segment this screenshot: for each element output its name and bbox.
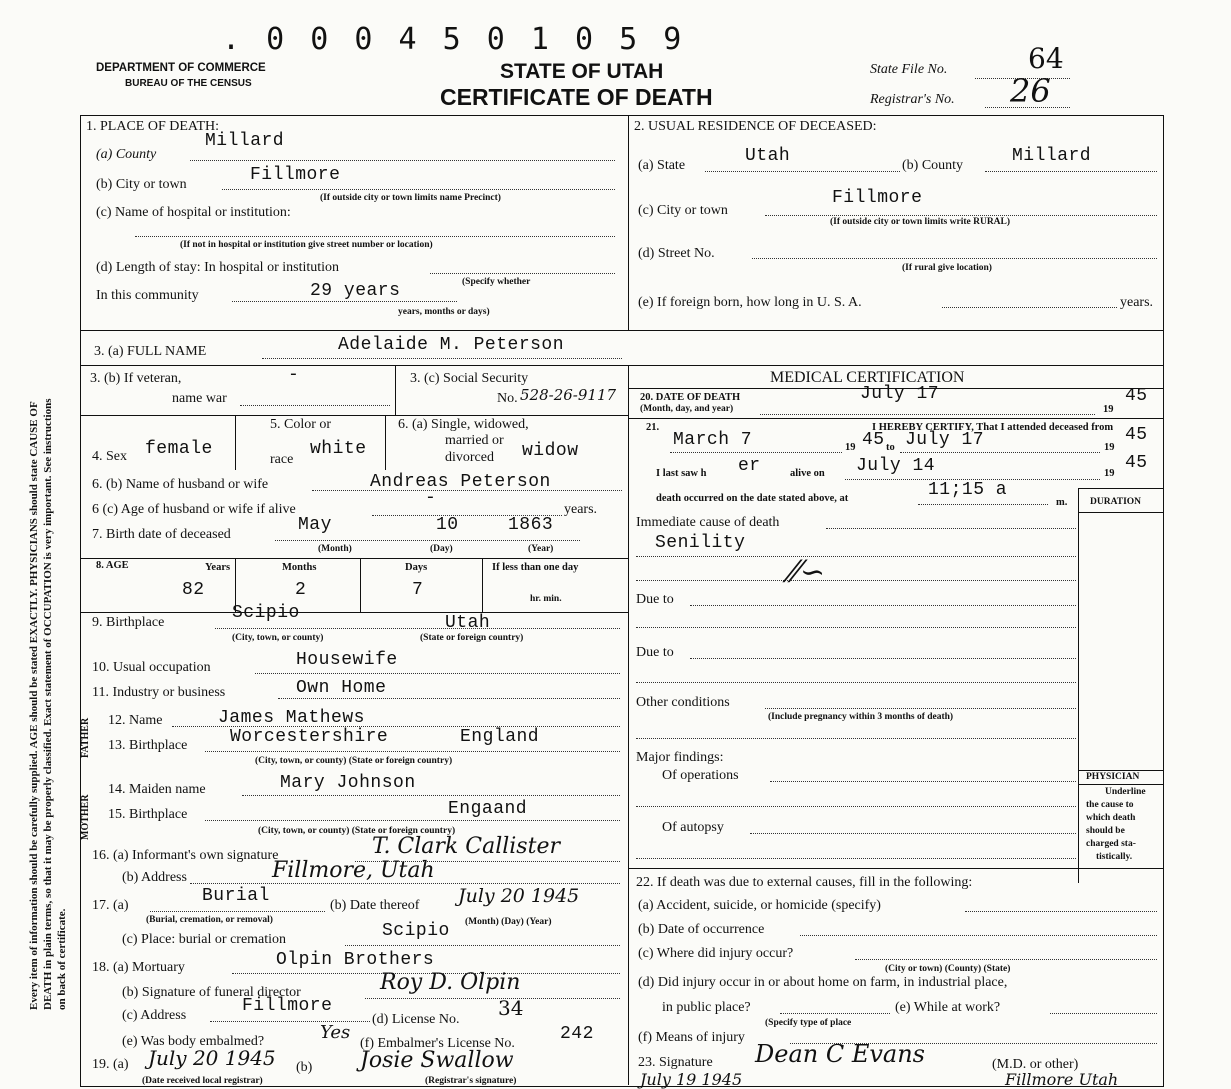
veteran-value: -: [288, 365, 300, 385]
birthplace-label: 9. Birthplace: [92, 615, 165, 630]
physician-signature: Dean C Evans: [755, 1040, 925, 1068]
spouse-age-unit: years.: [564, 502, 598, 517]
funeral-director-label: (b) Signature of funeral director: [122, 985, 301, 1000]
signature-address: Fillmore Utah: [1005, 1070, 1119, 1089]
birthplace-city: Scipio: [232, 603, 300, 623]
veteran-label: 3. (b) If veteran,: [90, 371, 182, 386]
embalmer-license-number: 242: [560, 1024, 594, 1044]
father-birthplace-country: England: [460, 727, 540, 747]
license-label: (d) License No.: [372, 1012, 460, 1027]
received-note: (Date received local registrar): [142, 1076, 263, 1086]
immediate-cause: Senility: [655, 533, 746, 553]
birth-year: 1863: [508, 515, 554, 535]
burial-date-note: (Month) (Day) (Year): [465, 917, 552, 927]
physician-note-1: Underline: [1105, 787, 1146, 797]
race-label: race: [270, 452, 294, 467]
birth-day-note: (Day): [430, 544, 453, 554]
death-county: Millard: [205, 131, 285, 151]
father-name: James Mathews: [218, 708, 365, 728]
hospital-label: (c) Name of hospital or institution:: [96, 205, 291, 220]
registrar-number-label: Registrar's No.: [870, 92, 955, 107]
father-name-label: 12. Name: [108, 713, 163, 728]
date-of-death: July 17: [860, 384, 940, 404]
marital-label-3: divorced: [445, 450, 494, 465]
age-months: 2: [295, 580, 307, 600]
place-of-death-heading: 1. PLACE OF DEATH:: [86, 119, 220, 134]
ss-number: 528-26-9117: [520, 386, 617, 404]
hr-min-label: hr. min.: [530, 594, 562, 604]
death-time: 11;15 a: [928, 480, 1008, 500]
immediate-cause-label: Immediate cause of death: [636, 515, 780, 530]
race: white: [310, 439, 367, 459]
death-time-label: death occurred on the date stated above, at: [656, 493, 849, 504]
physician-note-6: tistically.: [1096, 852, 1133, 862]
sex-label: 4. Sex: [92, 449, 127, 464]
attended-from: March 7: [673, 430, 753, 450]
attended-to-year: 45: [1125, 425, 1148, 445]
street-note: (If rural give location): [902, 263, 992, 273]
certify-text: I HEREBY CERTIFY, That I attended deceased from: [872, 422, 1114, 433]
due-to-label-2: Due to: [636, 645, 674, 660]
mother-birthplace-label: 15. Birthplace: [108, 807, 188, 822]
side-instructions-line2: DEATH in plain terms, so that it may be properly classified. Exact statement of OCCUPATION is very important. See instructions: [42, 398, 54, 1010]
community-label: In this community: [96, 288, 199, 303]
birth-month-note: (Month): [318, 544, 352, 554]
specify-note: (Specify whether: [462, 277, 531, 287]
spouse-age-label: 6 (c) Age of husband or wife if alive: [92, 502, 296, 517]
father-birthplace-label: 13. Birthplace: [108, 738, 188, 753]
birth-month: May: [298, 515, 332, 535]
burial-note: (Burial, cremation, or removal): [146, 915, 273, 925]
mother-birthplace-note: (City, town, or county) (State or foreign country): [258, 826, 456, 836]
last-saw-her: er: [738, 456, 761, 476]
where-note: (City or town) (County) (State): [885, 964, 1011, 974]
home-label: (d) Did injury occur in or about home on farm, in industrial place,: [638, 975, 1008, 990]
embalmed: Yes: [320, 1022, 351, 1043]
res-county: Millard: [1012, 146, 1092, 166]
dod-year-prefix: 19: [1103, 404, 1114, 415]
birth-day: 10: [436, 515, 459, 535]
occurrence-label: (b) Date of occurrence: [638, 922, 765, 937]
attended-to: July 17: [905, 430, 985, 450]
date-of-death-note: (Month, day, and year): [640, 404, 734, 414]
last-saw-year: 45: [1125, 453, 1148, 473]
street-label: (d) Street No.: [638, 246, 715, 261]
pregnancy-note: (Include pregnancy within 3 months of death): [768, 712, 954, 722]
meridiem-label: m.: [1056, 497, 1068, 508]
industry: Own Home: [296, 678, 387, 698]
registrar-signature: Josie Swallow: [360, 1048, 514, 1073]
burial-date: July 20 1945: [458, 885, 580, 907]
state-file-label: State File No.: [870, 62, 948, 77]
physician-label: PHYSICIAN: [1086, 772, 1140, 782]
state-file-number: 64: [1028, 42, 1064, 75]
days-label: Days: [405, 562, 428, 573]
mortuary: Olpin Brothers: [276, 950, 435, 970]
occupation-label: 10. Usual occupation: [92, 660, 211, 675]
months-label: Months: [282, 562, 317, 573]
doctor-annotation: ⁄⁄∽: [790, 555, 826, 590]
age-years: 82: [182, 580, 205, 600]
mortuary-label: 18. (a) Mortuary: [92, 960, 185, 975]
registrar-signature-label: (b): [296, 1060, 313, 1075]
father-birthplace-city: Worcestershire: [230, 727, 389, 747]
serial-number: . 0 0 0 4 5 0 1 0 5 9: [222, 22, 686, 57]
father-birthplace-note: (City, town, or county) (State or foreign country): [255, 756, 453, 766]
date-of-death-label: 20. DATE OF DEATH: [640, 392, 741, 403]
attend-to-year-prefix: 19: [1104, 442, 1115, 453]
alive-on-label: alive on: [790, 468, 825, 479]
bureau: BUREAU OF THE CENSUS: [125, 78, 252, 89]
marital-label-1: 6. (a) Single, widowed,: [398, 417, 529, 432]
ss-label: 3. (c) Social Security: [410, 371, 529, 386]
birthplace-note-state: (State or foreign country): [420, 633, 524, 643]
informant-signature: T. Clark Callister: [372, 834, 560, 859]
full-name-label: 3. (a) FULL NAME: [94, 344, 207, 359]
death-city: Fillmore: [250, 165, 341, 185]
ss-no-label: No.: [497, 391, 518, 406]
side-instructions-line3: on back of certificate.: [56, 908, 68, 1010]
registrar-note: (Registrar's signature): [425, 1076, 517, 1086]
director-address: Fillmore: [242, 996, 333, 1016]
burial-type: Burial: [202, 886, 270, 906]
birth-date-label: 7. Birth date of deceased: [92, 527, 231, 542]
duration-label: DURATION: [1090, 497, 1142, 507]
res-city-label: (c) City or town: [638, 203, 728, 218]
side-instructions-line1: Every item of information should be carefully supplied. AGE should be stated EXACTLY. PHYSICIANS should state CAUSE OF: [28, 401, 40, 1010]
director-address-label: (c) Address: [122, 1008, 187, 1023]
burial-label: 17. (a): [92, 898, 129, 913]
page-title: CERTIFICATE OF DEATH: [440, 84, 713, 110]
industry-label: 11. Industry or business: [92, 685, 226, 700]
age-days: 7: [412, 580, 424, 600]
marital-label-2: married or: [445, 433, 504, 448]
registrar-number: 26: [1010, 72, 1051, 110]
signature-label: 23. Signature: [638, 1055, 713, 1070]
color-label: 5. Color or: [270, 417, 332, 432]
received-date: July 20 1945: [148, 1046, 276, 1070]
less-than-day-label: If less than one day: [492, 562, 579, 573]
occupation: Housewife: [296, 650, 398, 670]
embalmer-license-label: (f) Embalmer's License No.: [360, 1036, 515, 1051]
physician-note-2: the cause to: [1086, 800, 1134, 810]
mother-birthplace-country: Engaand: [448, 799, 528, 819]
dod-year: 45: [1125, 386, 1148, 406]
mother-side-label: MOTHER: [80, 794, 91, 840]
res-state-label: (a) State: [638, 158, 686, 173]
spouse-label: 6. (b) Name of husband or wife: [92, 477, 269, 492]
death-county-label: (a) County: [96, 147, 157, 162]
birthplace-note-city: (City, town, or county): [232, 633, 324, 643]
birth-year-note: (Year): [528, 544, 554, 554]
full-name: Adelaide M. Peterson: [338, 335, 565, 355]
burial-place: Scipio: [382, 921, 450, 941]
informant-address: Fillmore, Utah: [272, 858, 435, 883]
major-findings-label: Major findings:: [636, 750, 724, 765]
burial-place-label: (c) Place: burial or cremation: [122, 932, 287, 947]
stay-label: (d) Length of stay: In hospital or institution: [96, 260, 340, 275]
marital-status: widow: [522, 441, 579, 461]
attend-to-label: to: [886, 442, 895, 453]
res-county-label: (b) County: [902, 158, 964, 173]
accident-label: (a) Accident, suicide, or homicide (specify): [638, 898, 881, 913]
public-place-note: (Specify type of place: [765, 1018, 852, 1028]
foreign-unit: years.: [1120, 295, 1154, 310]
md-label: (M.D. or other): [992, 1057, 1079, 1072]
units-note: years, months or days): [398, 307, 490, 317]
last-saw-date: July 14: [856, 456, 936, 476]
years-label: Years: [205, 562, 231, 573]
community-stay: 29 years: [310, 281, 401, 301]
sex: female: [145, 439, 213, 459]
embalmed-label: (e) Was body embalmed?: [122, 1034, 265, 1049]
received-label: 19. (a): [92, 1057, 129, 1072]
last-saw-label: I last saw h: [656, 468, 707, 479]
state-heading: STATE OF UTAH: [500, 60, 664, 83]
means-label: (f) Means of injury: [638, 1030, 745, 1045]
other-conditions-label: Other conditions: [636, 695, 730, 710]
spouse-age: -: [425, 488, 437, 508]
spouse-name: Andreas Peterson: [370, 472, 551, 492]
mother-name-label: 14. Maiden name: [108, 782, 206, 797]
informant-address-label: (b) Address: [122, 870, 187, 885]
physician-note-5: charged sta-: [1086, 839, 1136, 849]
foreign-label: (e) If foreign born, how long in U. S. A.: [638, 295, 862, 310]
attended-from-year: 45: [862, 430, 885, 450]
signature-date: July 19 1945: [640, 1070, 743, 1089]
public-place-label: in public place?: [662, 1000, 751, 1015]
res-city: Fillmore: [832, 188, 923, 208]
autopsy-label: Of autopsy: [662, 820, 724, 835]
medical-heading: MEDICAL CERTIFICATION: [770, 369, 965, 386]
physician-note-4: should be: [1086, 826, 1125, 836]
attend-from-year-prefix: 19: [845, 442, 856, 453]
where-label: (c) Where did injury occur?: [638, 946, 794, 961]
operations-label: Of operations: [662, 768, 739, 783]
burial-date-label: (b) Date thereof: [330, 898, 420, 913]
funeral-director-signature: Roy D. Olpin: [380, 970, 521, 995]
hospital-note: (If not in hospital or institution give street number or location): [180, 240, 433, 250]
birthplace-state: Utah: [445, 613, 491, 633]
residence-heading: 2. USUAL RESIDENCE OF DECEASED:: [634, 119, 877, 134]
veteran-war-label: name war: [172, 391, 227, 406]
external-causes-heading: 22. If death was due to external causes, fill in the following:: [636, 875, 973, 890]
father-side-label: FATHER: [80, 717, 91, 758]
informant-label: 16. (a) Informant's own signature: [92, 848, 279, 863]
department: DEPARTMENT OF COMMERCE: [96, 62, 266, 74]
due-to-label-1: Due to: [636, 592, 674, 607]
death-city-label: (b) City or town: [96, 177, 187, 192]
physician-note-3: which death: [1086, 813, 1136, 823]
work-label: (e) While at work?: [895, 1000, 1001, 1015]
last-saw-year-prefix: 19: [1104, 468, 1115, 479]
res-city-note: (If outside city or town limits write RURAL): [830, 217, 1011, 227]
age-label: 8. AGE: [96, 560, 129, 571]
death-city-note: (If outside city or town limits name Precinct): [320, 193, 501, 203]
mother-maiden-name: Mary Johnson: [280, 773, 416, 793]
item-21-label: 21.: [646, 422, 660, 433]
license-number: 34: [498, 996, 524, 1020]
res-state: Utah: [745, 146, 791, 166]
